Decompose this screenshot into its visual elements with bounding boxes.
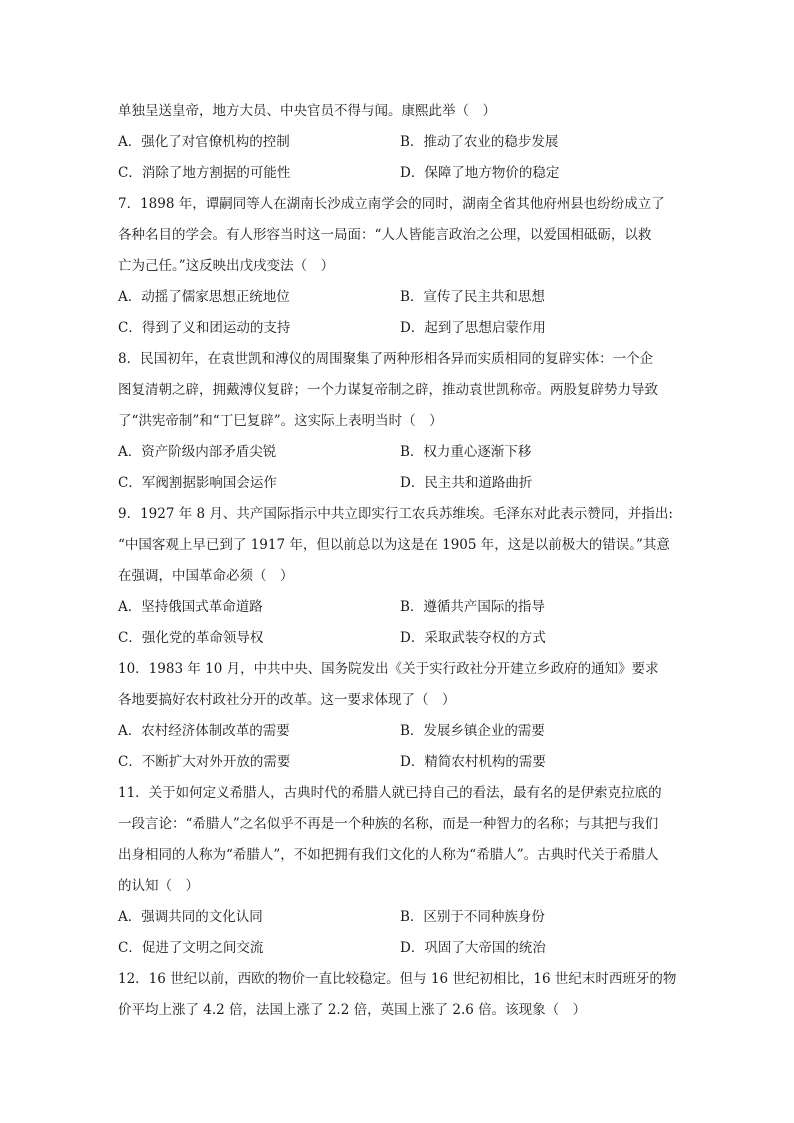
option-d: D．巩固了大帝国的统治 (400, 940, 546, 956)
question-stem (118, 778, 678, 902)
stem-line: 出身相同的人称为“希腊人”，不如把拥有我们文化的人称为“希腊人”。古典时代关于希腊人 (118, 847, 659, 863)
stem-line: 一段言论：“希腊人”之名似乎不再是一个种族的名称，而是一种智力的名称；与其把与我们 (118, 816, 659, 832)
question-stem (118, 344, 678, 437)
option-d: D．民主共和道路曲折 (400, 475, 533, 491)
options-grid (118, 716, 678, 778)
option-c: C．不断扩大对外开放的需要 (118, 754, 291, 770)
stem-line: 各地要搞好农村政社分开的改革。这一要求体现了（ ） (118, 692, 456, 708)
question-6-tail (118, 96, 678, 189)
option-a: A．农村经济体制改革的需要 (118, 723, 290, 739)
options-grid (118, 592, 678, 654)
question-11 (118, 778, 678, 964)
stem-line: 图复清朝之辟，拥戴溥仪复辟；一个力谋复帝制之辟，推动袁世凯称帝。两股复辟势力导致 (118, 382, 658, 398)
question-stem (118, 499, 678, 592)
stem-line: 单独呈送皇帝，地方大员、中央官员不得与闻。康熙此举（ ） (118, 103, 496, 119)
stem-line: 9．1927 年 8 月、共产国际指示中共立即实行工农兵苏维埃。毛泽东对此表示赞同，并指出: (118, 506, 673, 522)
option-a: A．强调共同的文化认同 (118, 909, 263, 925)
option-a: A．坚持俄国式革命道路 (118, 599, 263, 615)
exam-page (118, 96, 678, 1026)
question-10 (118, 654, 678, 778)
question-stem (118, 96, 678, 127)
question-stem (118, 654, 678, 716)
option-b: B．发展乡镇企业的需要 (400, 723, 545, 739)
option-a: A．资产阶级内部矛盾尖锐 (118, 444, 277, 460)
stem-line: 12．16 世纪以前，西欧的物价一直比较稳定。但与 16 世纪初相比，16 世纪末时西班牙的物 (118, 971, 677, 987)
question-9 (118, 499, 678, 654)
options-grid (118, 127, 678, 189)
option-a: A．动摇了儒家思想正统地位 (118, 289, 290, 305)
question-stem (118, 964, 678, 1026)
option-b: B．权力重心逐渐下移 (400, 444, 532, 460)
stem-line: 10．1983 年 10 月，中共中央、国务院发出《关于实行政社分开建立乡政府的通知》要求 (118, 661, 659, 677)
option-c: C．得到了义和团运动的支持 (118, 320, 291, 336)
stem-line: 7．1898 年，谭嗣同等人在湖南长沙成立南学会的同时，湖南全省其他府州县也纷纷成立了 (118, 196, 665, 212)
stem-line: “中国客观上早已到了 1917 年，但以前总以为这是在 1905 年，这是以前极大的错误。”其意 (118, 537, 670, 553)
question-8 (118, 344, 678, 499)
option-a: A．强化了对官僚机构的控制 (118, 134, 290, 150)
options-grid (118, 902, 678, 964)
option-c: C．消除了地方割据的可能性 (118, 165, 291, 181)
option-d: D．保障了地方物价的稳定 (400, 165, 560, 181)
option-c: C．促进了文明之间交流 (118, 940, 264, 956)
stem-line: 11．关于如何定义希腊人，古典时代的希腊人就已持自己的看法，最有名的是伊索克拉底的 (118, 785, 662, 801)
option-c: C．军阀割据影响国会运作 (118, 475, 277, 491)
stem-line: 亡为己任。”这反映出戊戌变法（ ） (118, 258, 335, 274)
option-c: C．强化党的革命领导权 (118, 630, 264, 646)
stem-line: 了“洪宪帝制”和“丁巳复辟”。这实际上表明当时（ ） (118, 413, 443, 429)
question-12 (118, 964, 678, 1026)
question-7 (118, 189, 678, 344)
stem-line: 的认知（ ） (118, 878, 199, 894)
option-b: B．宣传了民主共和思想 (400, 289, 545, 305)
question-stem (118, 189, 678, 282)
stem-line: 价平均上涨了 4.2 倍，法国上涨了 2.2 倍，英国上涨了 2.6 倍。该现象（ ） (118, 1002, 587, 1018)
options-grid (118, 437, 678, 499)
stem-line: 在强调，中国革命必须（ ） (118, 568, 294, 584)
stem-line: 8．民国初年，在袁世凯和溥仪的周围聚集了两种形相各异而实质相同的复辟实体：一个企 (118, 351, 654, 367)
option-d: D．精简农村机构的需要 (400, 754, 546, 770)
option-d: D．起到了思想启蒙作用 (400, 320, 546, 336)
option-b: B．区别于不同种族身份 (400, 909, 545, 925)
stem-line: 各种名目的学会。有人形容当时这一局面：“人人皆能言政治之公理，以爱国相砥砺，以救 (118, 227, 652, 243)
option-b: B．推动了农业的稳步发展 (400, 134, 559, 150)
option-b: B．遵循共产国际的指导 (400, 599, 545, 615)
option-d: D．采取武装夺权的方式 (400, 630, 546, 646)
options-grid (118, 282, 678, 344)
